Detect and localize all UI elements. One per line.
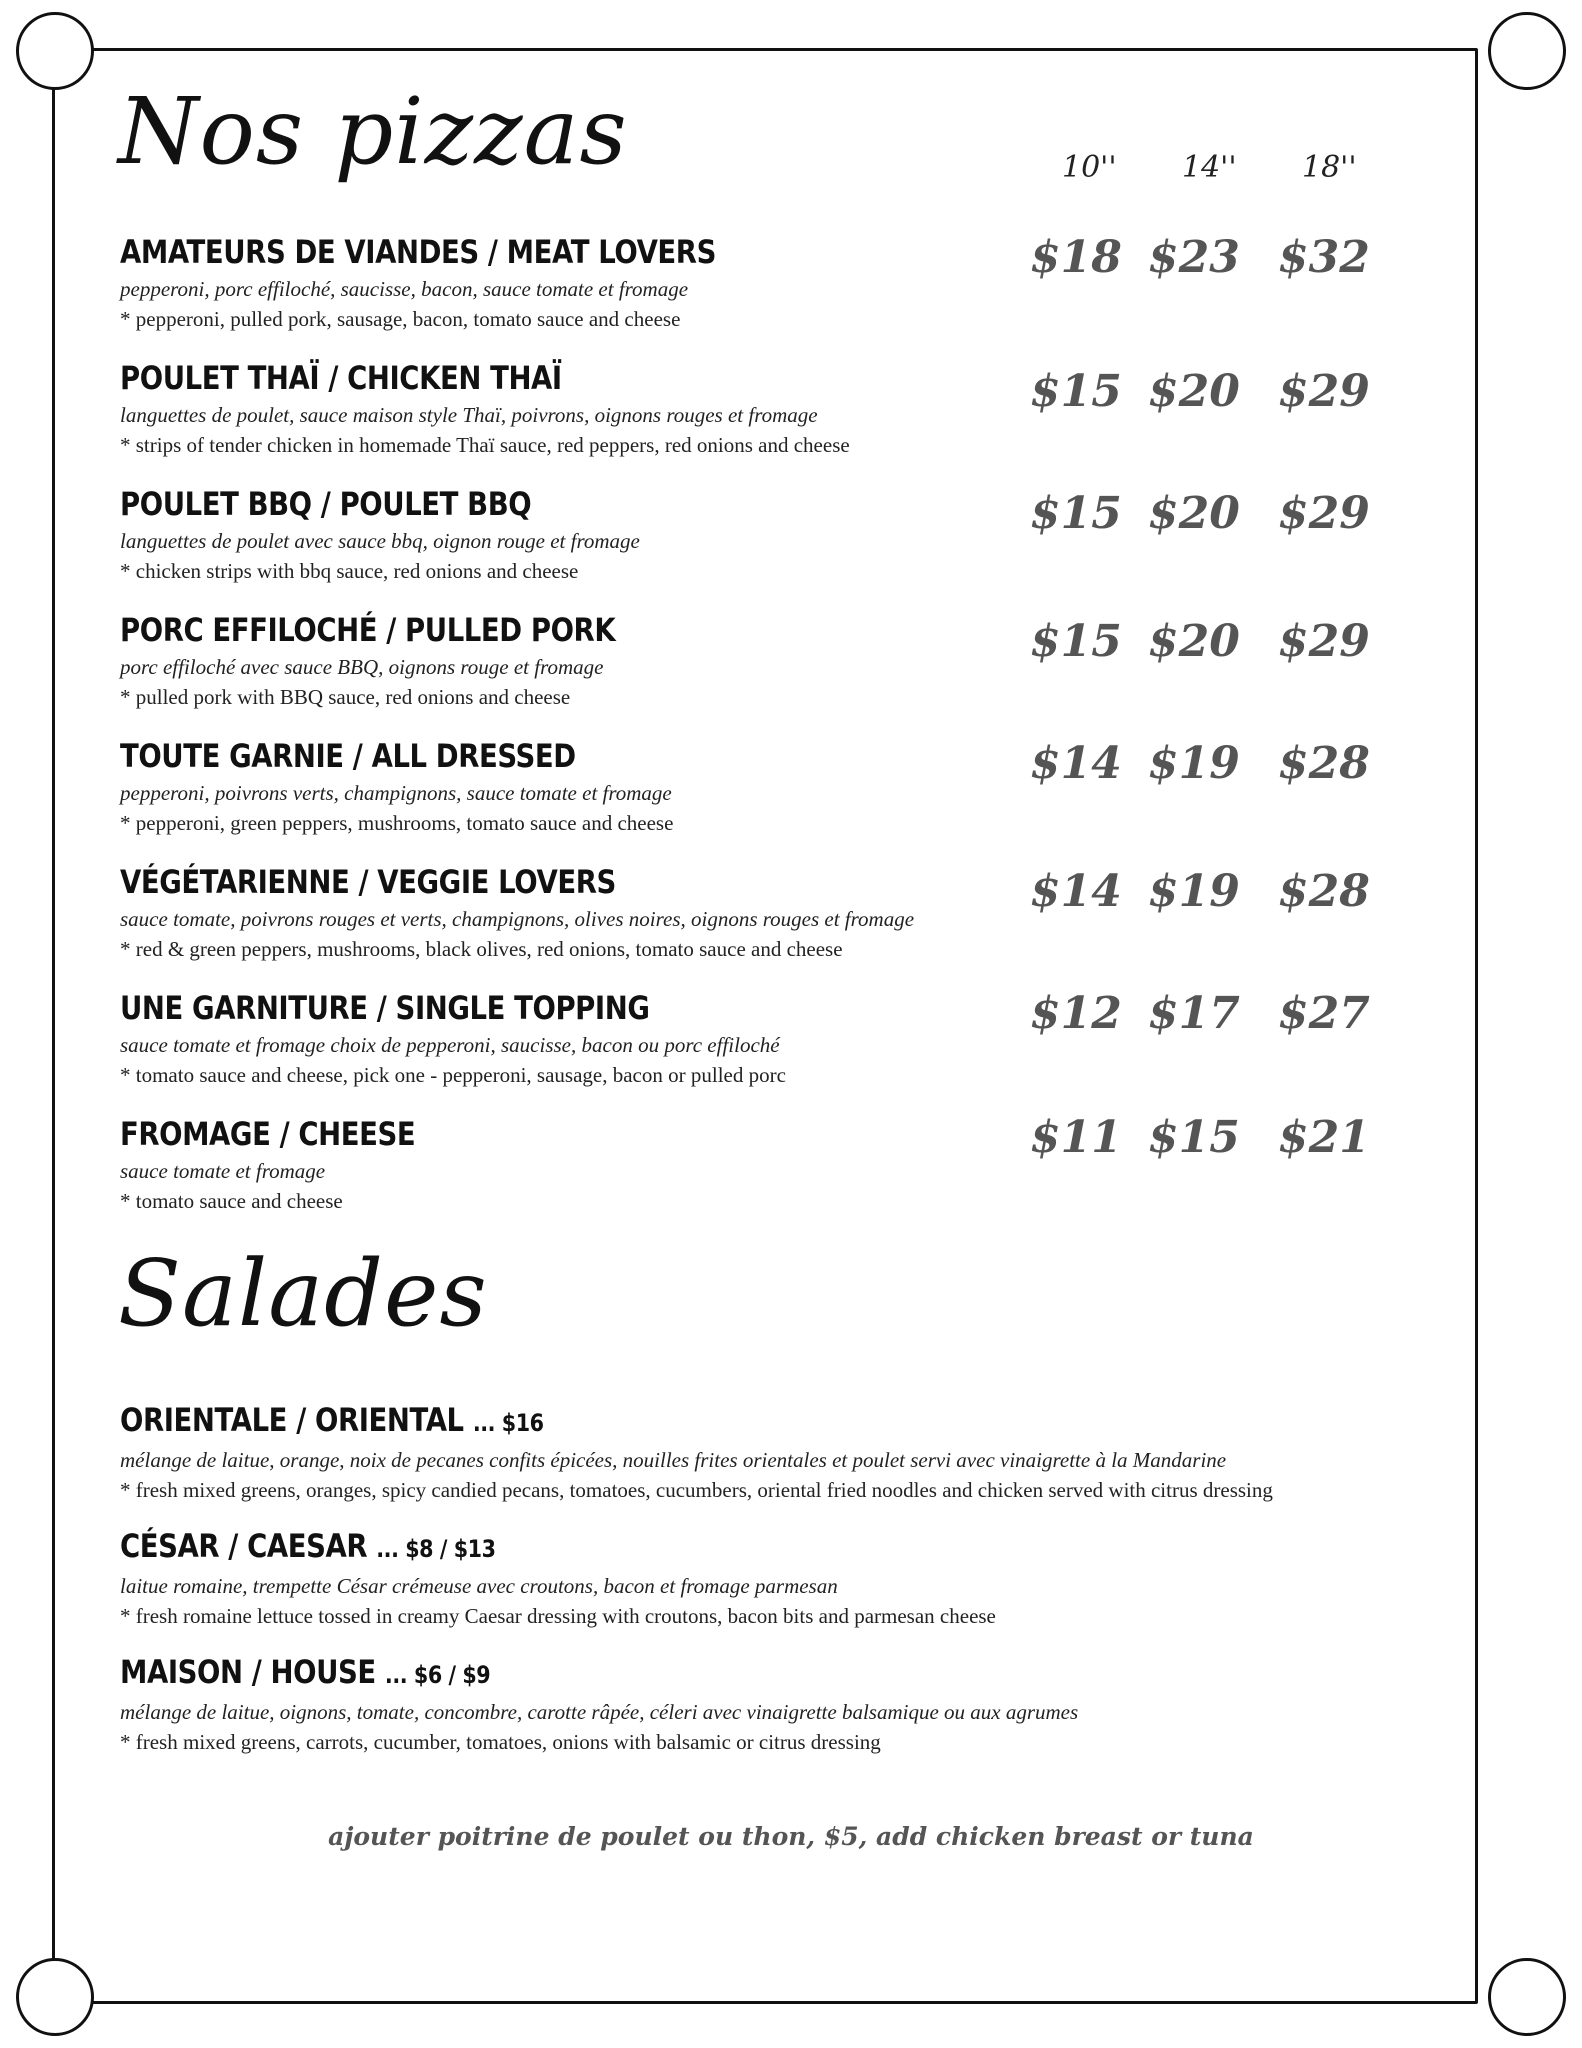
pizza-item <box>120 484 1040 586</box>
pizza-item <box>120 988 1040 1090</box>
salad-desc-fr: laitue romaine, trempette César crémeuse avec croutons, bacon et fromage parmesan <box>120 1574 838 1598</box>
pizza-name: FROMAGE / CHEESE <box>120 1115 416 1153</box>
pizza-desc-fr: sauce tomate et fromage <box>120 1159 326 1183</box>
price-14: $20 <box>1148 616 1240 667</box>
price-18: $27 <box>1278 988 1370 1039</box>
salad-name <box>120 1400 1264 1443</box>
price-10: $14 <box>1030 866 1122 917</box>
price-10: $15 <box>1030 488 1122 539</box>
salad-desc-en: * fresh mixed greens, carrots, cucumber, tomatoes, onions with balsamic or citrus dressing <box>120 1730 881 1754</box>
pizza-prices <box>1030 366 1390 426</box>
price-10: $15 <box>1030 366 1122 417</box>
add-protein-note: ajouter poitrine de poulet ou thon, $5, add chicken breast or tuna <box>328 1822 1254 1851</box>
salad-price: ... $16 <box>472 1409 544 1437</box>
pizza-prices <box>1030 232 1390 292</box>
corner-ornament <box>1488 1958 1566 2036</box>
pizza-desc-en: * tomato sauce and cheese <box>120 1189 343 1213</box>
pizza-prices <box>1030 616 1390 676</box>
pizza-prices <box>1030 488 1390 548</box>
price-18: $29 <box>1278 366 1370 417</box>
salad-price: ... $6 / $9 <box>384 1661 491 1689</box>
salad-item <box>120 1526 1450 1631</box>
price-10: $14 <box>1030 738 1122 789</box>
pizza-prices <box>1030 738 1390 798</box>
pizza-desc-en: * pepperoni, green peppers, mushrooms, tomato sauce and cheese <box>120 811 674 835</box>
size-header <box>1030 150 1370 200</box>
salad-name <box>120 1652 1264 1695</box>
salad-item <box>120 1400 1450 1505</box>
salad-desc-en: * fresh mixed greens, oranges, spicy candied pecans, tomatoes, cucumbers, oriental fried noodles and chicken served with citrus dressing <box>120 1478 1273 1502</box>
salad-price: ... $8 / $13 <box>376 1535 496 1563</box>
pizzas-title: Nos pizzas <box>118 78 628 185</box>
price-18: $28 <box>1278 866 1370 917</box>
price-14: $15 <box>1148 1112 1240 1163</box>
pizza-item <box>120 232 1040 334</box>
price-18: $29 <box>1278 616 1370 667</box>
price-18: $21 <box>1278 1112 1370 1163</box>
pizza-name: POULET THAÏ / CHICKEN THAÏ <box>120 359 562 397</box>
pizza-item <box>120 1114 1040 1216</box>
pizza-desc-en: * strips of tender chicken in homemade Thaï sauce, red peppers, red onions and cheese <box>120 433 850 457</box>
price-10: $15 <box>1030 616 1122 667</box>
pizza-name: VÉGÉTARIENNE / VEGGIE LOVERS <box>120 863 616 901</box>
price-14: $23 <box>1148 232 1240 283</box>
pizza-item <box>120 862 1040 964</box>
salad-title: MAISON / HOUSE <box>120 1653 376 1691</box>
salad-title: CÉSAR / CAESAR <box>120 1527 368 1565</box>
price-10: $12 <box>1030 988 1122 1039</box>
pizza-prices <box>1030 988 1390 1048</box>
pizza-name: PORC EFFILOCHÉ / PULLED PORK <box>120 611 616 649</box>
pizza-desc-en: * pepperoni, pulled pork, sausage, bacon, tomato sauce and cheese <box>120 307 681 331</box>
pizza-name: TOUTE GARNIE / ALL DRESSED <box>120 737 576 775</box>
pizza-desc-fr: languettes de poulet, sauce maison style Thaï, poivrons, oignons rouges et fromage <box>120 403 818 427</box>
pizza-name: UNE GARNITURE / SINGLE TOPPING <box>120 989 650 1027</box>
pizza-item <box>120 358 1040 460</box>
pizza-desc-fr: pepperoni, poivrons verts, champignons, sauce tomate et fromage <box>120 781 672 805</box>
pizza-desc-en: * tomato sauce and cheese, pick one - pepperoni, sausage, bacon or pulled porc <box>120 1063 786 1087</box>
pizza-prices <box>1030 1112 1390 1172</box>
price-18: $28 <box>1278 738 1370 789</box>
pizza-name: AMATEURS DE VIANDES / MEAT LOVERS <box>120 233 716 271</box>
pizza-desc-en: * red & green peppers, mushrooms, black olives, red onions, tomato sauce and cheese <box>120 937 843 961</box>
salad-name <box>120 1526 1264 1569</box>
price-14: $20 <box>1148 488 1240 539</box>
pizza-desc-fr: languettes de poulet avec sauce bbq, oignon rouge et fromage <box>120 529 640 553</box>
price-10: $18 <box>1030 232 1122 283</box>
price-14: $19 <box>1148 866 1240 917</box>
size-label: 10'' <box>1062 150 1117 185</box>
pizza-desc-en: * pulled pork with BBQ sauce, red onions and cheese <box>120 685 571 709</box>
corner-ornament <box>16 1958 94 2036</box>
size-label: 14'' <box>1182 150 1237 185</box>
pizza-desc-fr: porc effiloché avec sauce BBQ, oignons rouge et fromage <box>120 655 604 679</box>
salades-title: Salades <box>118 1240 488 1347</box>
salad-desc-en: * fresh romaine lettuce tossed in creamy Caesar dressing with croutons, bacon bits and parmesan cheese <box>120 1604 996 1628</box>
pizza-item <box>120 736 1040 838</box>
size-label: 18'' <box>1302 150 1357 185</box>
corner-ornament <box>1488 12 1566 90</box>
pizza-desc-fr: pepperoni, porc effiloché, saucisse, bacon, sauce tomate et fromage <box>120 277 689 301</box>
pizza-prices <box>1030 866 1390 926</box>
price-14: $19 <box>1148 738 1240 789</box>
salad-item <box>120 1652 1450 1757</box>
corner-ornament <box>16 12 94 90</box>
price-14: $17 <box>1148 988 1240 1039</box>
price-18: $32 <box>1278 232 1370 283</box>
salad-desc-fr: mélange de laitue, oignons, tomate, concombre, carotte râpée, céleri avec vinaigrette balsamique ou aux agrumes <box>120 1700 1079 1724</box>
price-14: $20 <box>1148 366 1240 417</box>
price-10: $11 <box>1030 1112 1122 1163</box>
pizza-desc-fr: sauce tomate et fromage choix de pepperoni, saucisse, bacon ou porc effiloché <box>120 1033 780 1057</box>
pizza-desc-en: * chicken strips with bbq sauce, red onions and cheese <box>120 559 579 583</box>
price-18: $29 <box>1278 488 1370 539</box>
salad-title: ORIENTALE / ORIENTAL <box>120 1401 464 1439</box>
pizza-desc-fr: sauce tomate, poivrons rouges et verts, champignons, olives noires, oignons rouges et fromage <box>120 907 915 931</box>
pizza-name: POULET BBQ / POULET BBQ <box>120 485 532 523</box>
salad-desc-fr: mélange de laitue, orange, noix de pecanes confits épicées, nouilles frites orientales et poulet servi avec vinaigrette à la Mandarine <box>120 1448 1227 1472</box>
pizza-item <box>120 610 1040 712</box>
